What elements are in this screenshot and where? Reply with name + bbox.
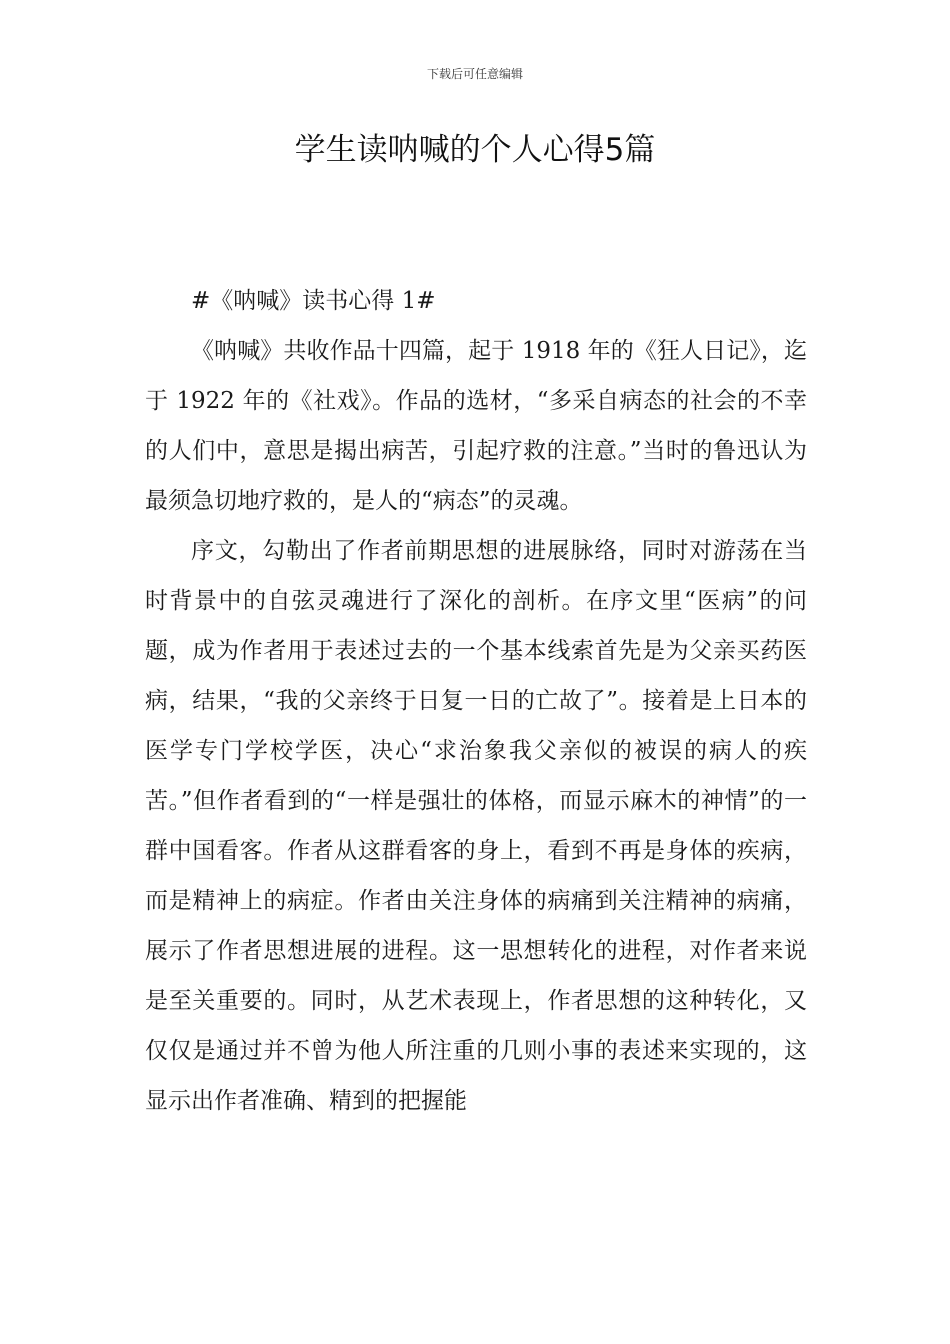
document-body [145,276,807,1126]
document-title: 学生读呐喊的个人心得5篇 [294,132,656,168]
paragraph-2: 序文，勾勒出了作者前期思想的进展脉络，同时对游荡在当时背景中的自弦灵魂进行了深化的剖析。在序文里“医病”的问题，成为作者用于表述过去的一个基本线索首先是为父亲买药医病，结果，“我的父亲终于日复一日的亡故了”。接着是上日本的医学专门学校学医，决心“求治象我父亲似的被误的病人的疾苦。”但作者看到的“一样是强壮的体格，而显示麻木的神情”的一群中国看客。作者从这群看客的身上，看到不再是身体的疾病，而是精神上的病症。作者由关注身体的病痛到关注精神的病痛，展示了作者思想进展的进程。这一思想转化的进程，对作者来说是至关重要的。同时，从艺术表现上，作者思想的这种转化，又仅仅是通过并不曾为他人所注重的几则小事的表述来实现的，这显示出作者准确、精到的把握能 [145,538,807,1114]
section-heading: #《呐喊》读书心得 1# [191,288,436,314]
header-note: 下载后可任意编辑 [426,67,523,81]
paragraph-1: 《呐喊》共收作品十四篇，起于 1918 年的《狂人日记》，迄于 1922 年的《社戏》。作品的选材，“多采自病态的社会的不幸的人们中，意思是揭出病苦，引起疗救的注意。”当时的鲁迅认为最须急切地疗救的，是人的“病态”的灵魂。 [145,338,807,514]
